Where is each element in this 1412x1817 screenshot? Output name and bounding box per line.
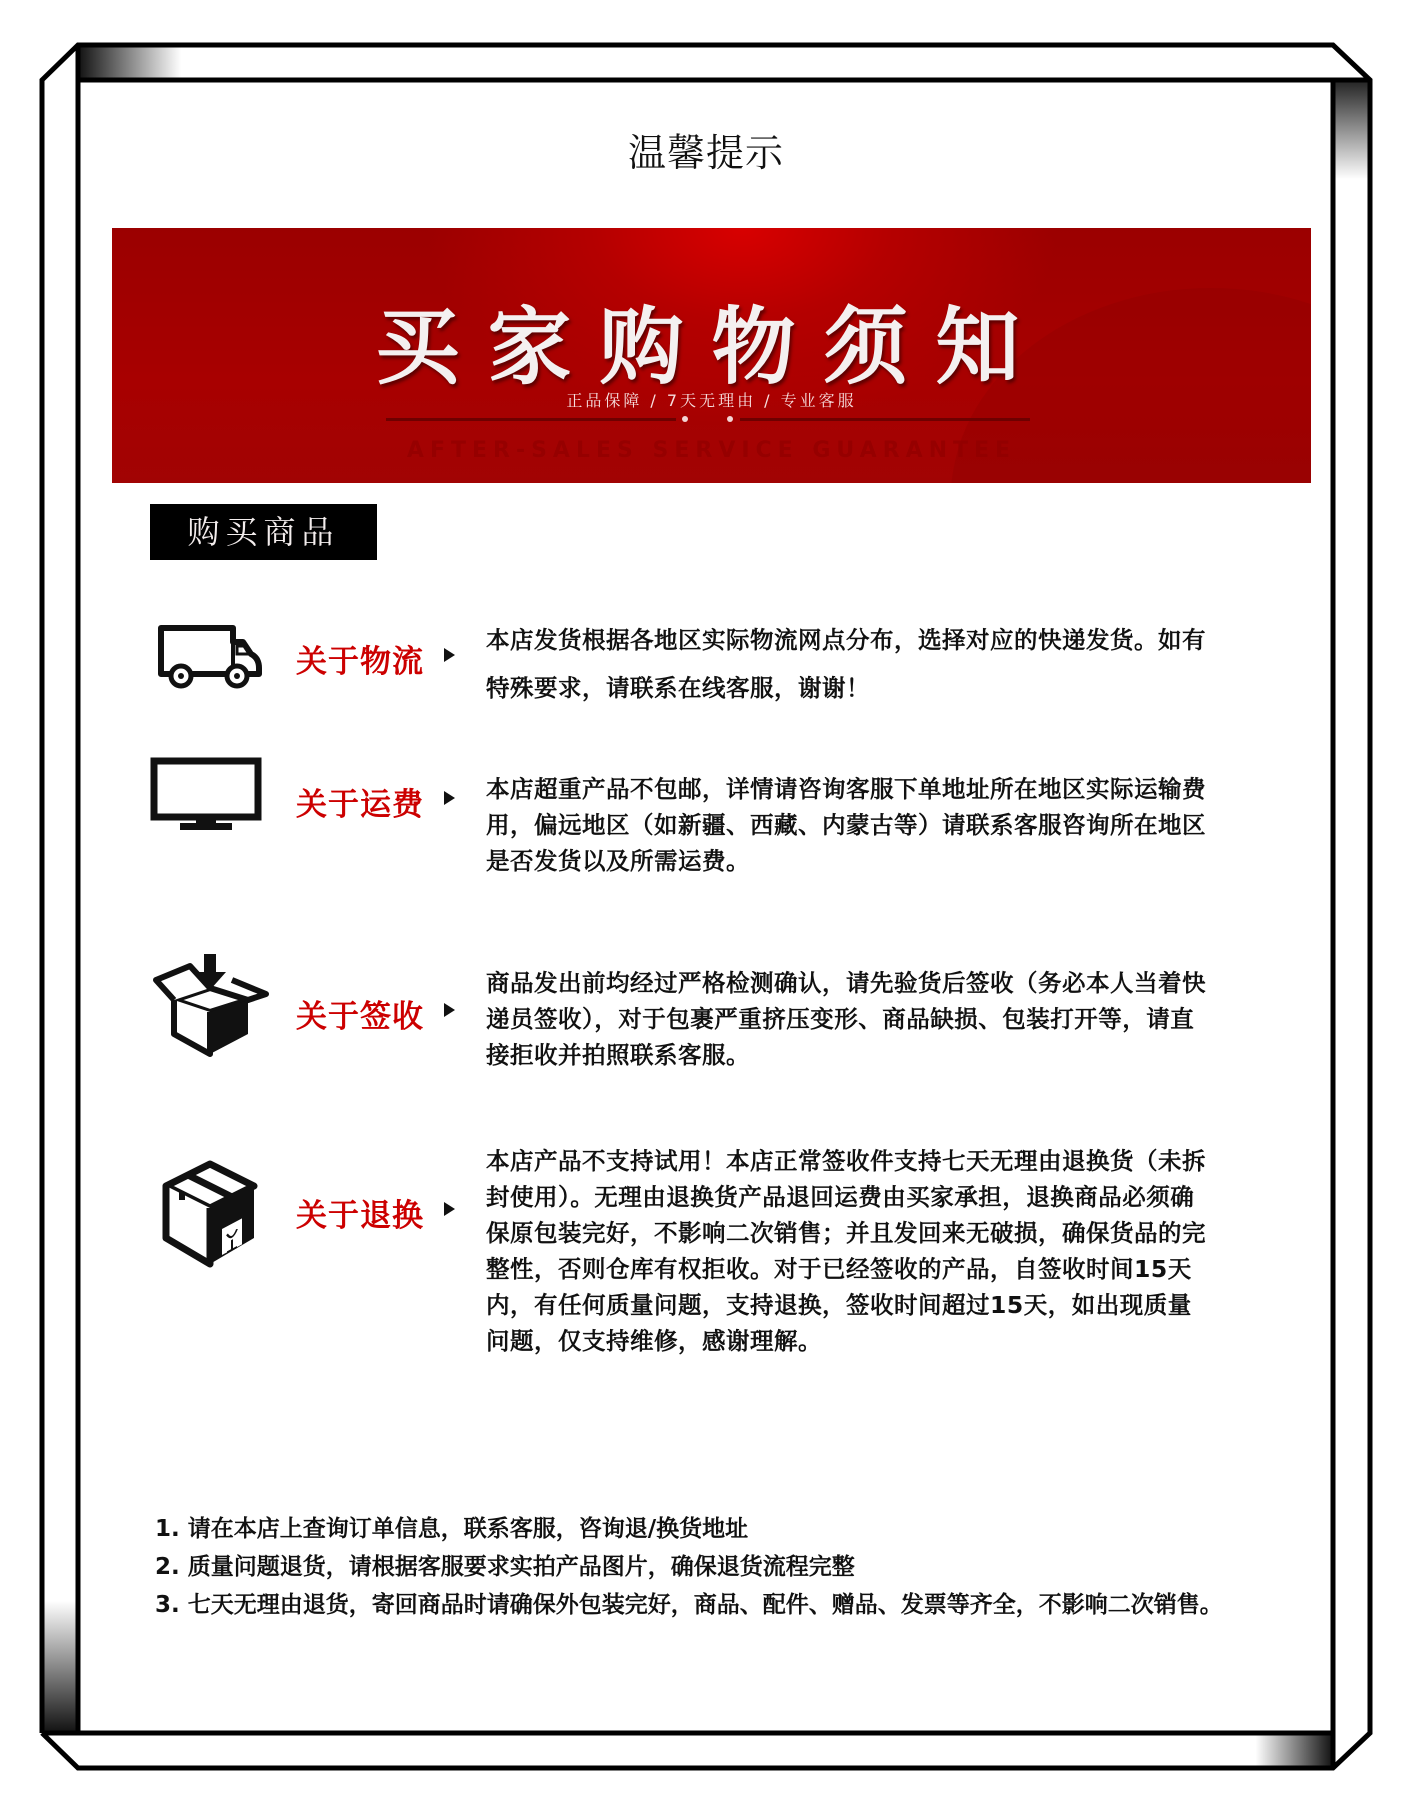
triangle-right-icon [444, 648, 455, 662]
hero-banner [112, 228, 1311, 483]
info-row-shipping-fee [0, 755, 1412, 885]
row-label: 关于运费 [296, 787, 424, 823]
banner-english-watermark: AFTER-SALES SERVICE GUARANTEE [406, 438, 1017, 463]
info-row-returns [0, 1130, 1412, 1410]
banner-divider-left [386, 418, 676, 421]
row-label: 关于物流 [296, 644, 424, 680]
row-description: 本店发货根据各地区实际物流网点分布，选择对应的快递发货。如有特殊要求，请联系在线客服，谢谢！ [486, 626, 1206, 702]
triangle-right-icon [444, 1003, 455, 1017]
row-label: 关于签收 [296, 999, 424, 1035]
triangle-right-icon [444, 1202, 455, 1216]
banner-dot [727, 416, 733, 422]
banner-dot [682, 416, 688, 422]
banner-subtitle: 正品保障 / 7天无理由 / 专业客服 [566, 391, 857, 410]
row-description: 本店超重产品不包邮，详情请咨询客服下单地址所在地区实际运输费用，偏远地区（如新疆、西藏、内蒙古等）请联系客服咨询所在地区是否发货以及所需运费。 [486, 775, 1206, 875]
section-label: 购买商品 [150, 504, 377, 560]
page-title: 温馨提示 [627, 131, 784, 175]
banner-title: 买家购物须知 [375, 298, 1048, 396]
note-item: 1. 请在本店上查询订单信息，联系客服，咨询退/换货地址 [155, 1516, 749, 1542]
monitor-icon [150, 757, 262, 833]
info-row-signing [0, 945, 1412, 1075]
row-label: 关于退换 [296, 1198, 424, 1234]
notes-list [155, 1510, 1265, 1624]
open-box-icon [152, 950, 270, 1060]
note-item: 2. 质量问题退货，请根据客服要求实拍产品图片，确保退货流程完整 [155, 1554, 855, 1580]
truck-icon [155, 622, 265, 690]
package-icon [160, 1160, 260, 1270]
banner-divider-right [740, 418, 1030, 421]
row-description: 商品发出前均经过严格检测确认，请先验货后签收（务必本人当着快递员签收），对于包裹严重挤压变形、商品缺损、包装打开等，请直接拒收并拍照联系客服。 [486, 969, 1206, 1069]
row-description: 本店产品不支持试用！本店正常签收件支持七天无理由退换货（未拆封使用）。无理由退换货产品退回运费由买家承担，退换商品必须确保原包装完好，不影响二次销售；并且发回来无破损，确保货品的完整性，否则仓库有权拒收。对于已经签收的产品，自签收时间15天内，有任何质量问题，支持退换，签收时间超过15天，如出现质量问题，仅支持维修，感谢理解。 [486, 1147, 1206, 1355]
note-item: 3. 七天无理由退货，寄回商品时请确保外包装完好，商品、配件、赠品、发票等齐全，不影响二次销售。 [155, 1592, 1223, 1618]
info-row-logistics [0, 600, 1412, 720]
triangle-right-icon [444, 791, 455, 805]
